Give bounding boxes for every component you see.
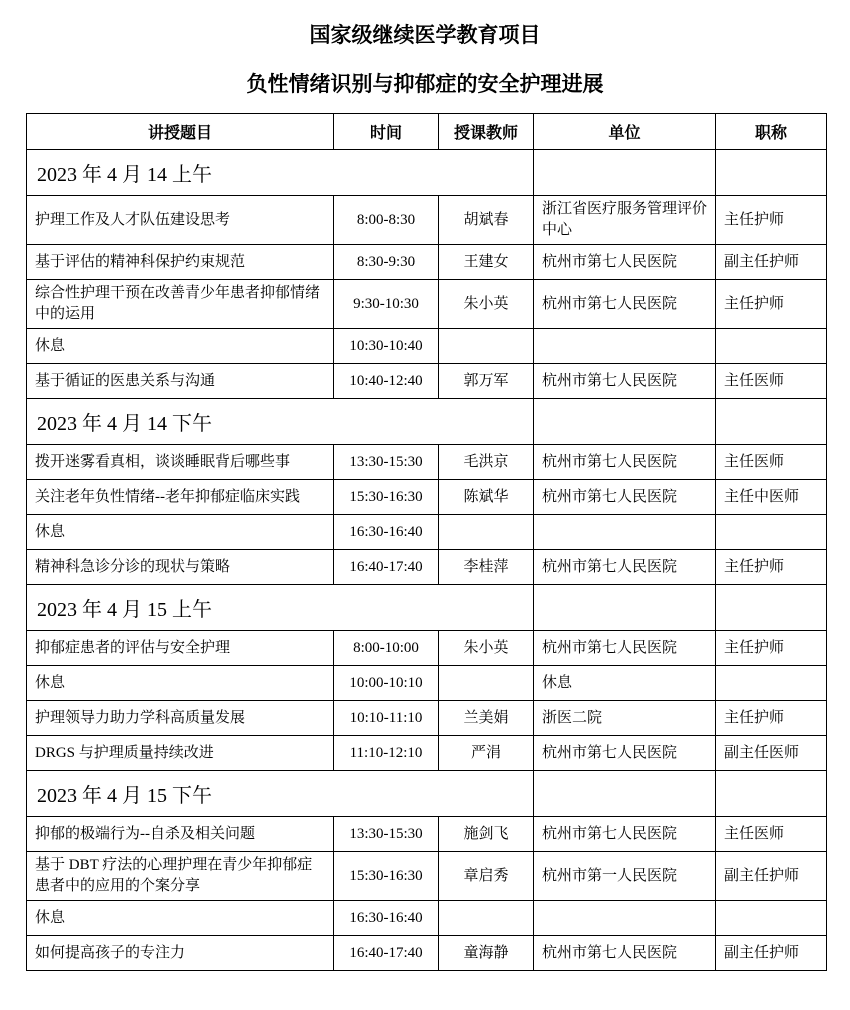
teacher-cell: 郭万军 — [439, 364, 534, 399]
title-cell — [716, 666, 827, 701]
time-cell: 10:10-11:10 — [334, 701, 439, 736]
topic-cell: 拨开迷雾看真相，谈谈睡眠背后哪些事 — [27, 445, 334, 480]
section-empty-unit-cell — [534, 585, 716, 631]
schedule-table-header — [27, 114, 827, 150]
title-cell: 主任护师 — [716, 196, 827, 245]
schedule-row — [27, 445, 827, 480]
title-cell — [716, 515, 827, 550]
section-empty-title-cell — [716, 399, 827, 445]
time-cell: 8:00-8:30 — [334, 196, 439, 245]
teacher-cell: 毛洪京 — [439, 445, 534, 480]
teacher-cell: 朱小英 — [439, 631, 534, 666]
time-cell: 10:40-12:40 — [334, 364, 439, 399]
teacher-cell: 童海静 — [439, 936, 534, 971]
topic-cell: 综合性护理干预在改善青少年患者抑郁情绪中的运用 — [27, 280, 334, 329]
schedule-row — [27, 852, 827, 901]
schedule-row — [27, 817, 827, 852]
teacher-cell: 施剑飞 — [439, 817, 534, 852]
unit-cell: 杭州市第七人民医院 — [534, 817, 716, 852]
title-cell: 主任医师 — [716, 445, 827, 480]
topic-cell: 精神科急诊分诊的现状与策略 — [27, 550, 334, 585]
col-header-time: 时间 — [334, 114, 439, 150]
section-row — [27, 150, 827, 196]
title-cell: 主任医师 — [716, 817, 827, 852]
col-header-unit: 单位 — [534, 114, 716, 150]
unit-cell: 杭州市第七人民医院 — [534, 550, 716, 585]
unit-cell — [534, 515, 716, 550]
topic-cell: 如何提高孩子的专注力 — [27, 936, 334, 971]
topic-cell: 关注老年负性情绪--老年抑郁症临床实践 — [27, 480, 334, 515]
section-empty-unit-cell — [534, 399, 716, 445]
schedule-row — [27, 280, 827, 329]
title-cell: 主任医师 — [716, 364, 827, 399]
teacher-cell: 王建女 — [439, 245, 534, 280]
teacher-cell: 兰美娟 — [439, 701, 534, 736]
teacher-cell: 陈斌华 — [439, 480, 534, 515]
title-cell: 主任护师 — [716, 280, 827, 329]
unit-cell — [534, 901, 716, 936]
section-empty-title-cell — [716, 150, 827, 196]
title-cell: 主任护师 — [716, 631, 827, 666]
schedule-row — [27, 631, 827, 666]
topic-cell: 基于评估的精神科保护约束规范 — [27, 245, 334, 280]
time-cell: 9:30-10:30 — [334, 280, 439, 329]
title-cell: 副主任医师 — [716, 736, 827, 771]
schedule-row — [27, 196, 827, 245]
unit-cell: 杭州市第一人民医院 — [534, 852, 716, 901]
schedule-row — [27, 736, 827, 771]
section-empty-unit-cell — [534, 771, 716, 817]
teacher-cell: 严涓 — [439, 736, 534, 771]
unit-cell: 杭州市第七人民医院 — [534, 280, 716, 329]
time-cell: 15:30-16:30 — [334, 480, 439, 515]
time-cell: 11:10-12:10 — [334, 736, 439, 771]
document-title: 国家级继续医学教育项目 — [309, 24, 541, 47]
teacher-cell — [439, 901, 534, 936]
unit-cell: 休息 — [534, 666, 716, 701]
title-cell: 主任护师 — [716, 550, 827, 585]
col-header-topic: 讲授题目 — [27, 114, 334, 150]
topic-cell: 休息 — [27, 901, 334, 936]
schedule-row — [27, 936, 827, 971]
unit-cell — [534, 329, 716, 364]
time-cell: 16:40-17:40 — [334, 550, 439, 585]
time-cell: 16:30-16:40 — [334, 515, 439, 550]
topic-cell: DRGS 与护理质量持续改进 — [27, 736, 334, 771]
unit-cell: 浙医二院 — [534, 701, 716, 736]
time-cell: 13:30-15:30 — [334, 445, 439, 480]
title-cell: 副主任护师 — [716, 936, 827, 971]
teacher-cell: 章启秀 — [439, 852, 534, 901]
unit-cell: 杭州市第七人民医院 — [534, 364, 716, 399]
section-label: 2023 年 4 月 14 下午 — [27, 399, 534, 445]
unit-cell: 杭州市第七人民医院 — [534, 631, 716, 666]
topic-cell: 护理领导力助力学科高质量发展 — [27, 701, 334, 736]
time-cell: 10:30-10:40 — [334, 329, 439, 364]
teacher-cell — [439, 329, 534, 364]
topic-cell: 基于循证的医患关系与沟通 — [27, 364, 334, 399]
schedule-row — [27, 666, 827, 701]
time-cell: 15:30-16:30 — [334, 852, 439, 901]
schedule-table — [26, 113, 827, 971]
time-cell: 16:40-17:40 — [334, 936, 439, 971]
topic-cell: 休息 — [27, 666, 334, 701]
time-cell: 8:30-9:30 — [334, 245, 439, 280]
schedule-row — [27, 364, 827, 399]
title-cell: 主任中医师 — [716, 480, 827, 515]
section-label: 2023 年 4 月 14 上午 — [27, 150, 534, 196]
title-cell: 副主任护师 — [716, 852, 827, 901]
schedule-row — [27, 901, 827, 936]
teacher-cell: 李桂萍 — [439, 550, 534, 585]
unit-cell: 杭州市第七人民医院 — [534, 936, 716, 971]
section-empty-title-cell — [716, 771, 827, 817]
section-empty-unit-cell — [534, 150, 716, 196]
section-row — [27, 771, 827, 817]
teacher-cell — [439, 666, 534, 701]
unit-cell: 杭州市第七人民医院 — [534, 480, 716, 515]
title-cell: 主任护师 — [716, 701, 827, 736]
section-label: 2023 年 4 月 15 下午 — [27, 771, 534, 817]
time-cell: 8:00-10:00 — [334, 631, 439, 666]
unit-cell: 杭州市第七人民医院 — [534, 736, 716, 771]
unit-cell: 浙江省医疗服务管理评价中心 — [534, 196, 716, 245]
schedule-row — [27, 550, 827, 585]
schedule-row — [27, 515, 827, 550]
col-header-title: 职称 — [716, 114, 827, 150]
topic-cell: 休息 — [27, 329, 334, 364]
topic-cell: 基于 DBT 疗法的心理护理在青少年抑郁症患者中的应用的个案分享 — [27, 852, 334, 901]
schedule-row — [27, 245, 827, 280]
section-empty-title-cell — [716, 585, 827, 631]
topic-cell: 护理工作及人才队伍建设思考 — [27, 196, 334, 245]
teacher-cell — [439, 515, 534, 550]
teacher-cell: 朱小英 — [439, 280, 534, 329]
topic-cell: 休息 — [27, 515, 334, 550]
topic-cell: 抑郁症患者的评估与安全护理 — [27, 631, 334, 666]
time-cell: 16:30-16:40 — [334, 901, 439, 936]
unit-cell: 杭州市第七人民医院 — [534, 445, 716, 480]
document-subtitle: 负性情绪识别与抑郁症的安全护理进展 — [246, 73, 604, 97]
section-label: 2023 年 4 月 15 上午 — [27, 585, 534, 631]
title-cell: 副主任护师 — [716, 245, 827, 280]
schedule-row — [27, 329, 827, 364]
unit-cell: 杭州市第七人民医院 — [534, 245, 716, 280]
title-cell — [716, 901, 827, 936]
teacher-cell: 胡斌春 — [439, 196, 534, 245]
header-row — [27, 114, 827, 150]
topic-cell: 抑郁的极端行为--自杀及相关问题 — [27, 817, 334, 852]
schedule-row — [27, 701, 827, 736]
col-header-teacher: 授课教师 — [439, 114, 534, 150]
section-row — [27, 399, 827, 445]
schedule-table-body — [27, 150, 827, 971]
title-cell — [716, 329, 827, 364]
time-cell: 13:30-15:30 — [334, 817, 439, 852]
schedule-row — [27, 480, 827, 515]
time-cell: 10:00-10:10 — [334, 666, 439, 701]
section-row — [27, 585, 827, 631]
